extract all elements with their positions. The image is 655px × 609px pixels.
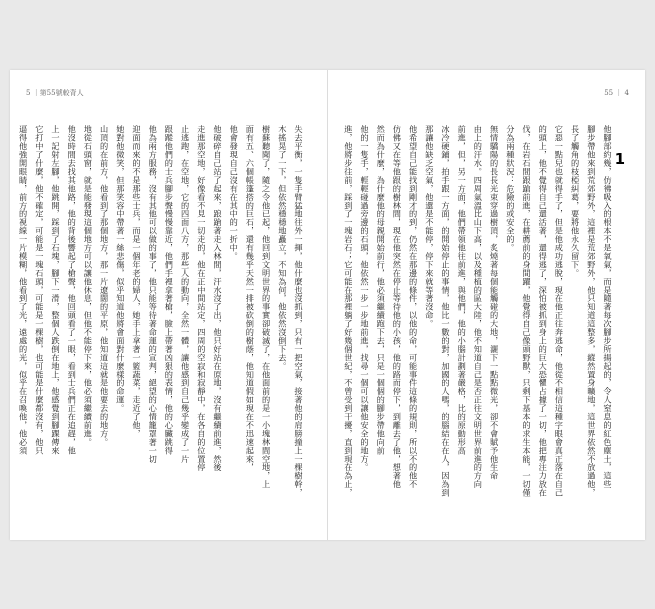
left_page-text-column: 面有五、六個帳篷搭的巨石，還有幾乎天然一排被砍倒的樹蔭，他知道假如現在不迅速起來， [245, 125, 256, 472]
right_page-text-column: 腳步帶他來到荒郊野外，這裡是荒郊野外，他只知道這整多，縱然置身曠地，這世界依然不放過他， [586, 125, 597, 497]
right_page-text-column: 然而為什麼，為什麼他的母親開始前行，他必須繼續跑下去，只是一個個的腳步帶他向前 [376, 125, 387, 455]
right_page-text-column: 仿佛又在等他跟的樹林間，現在他突然在停止等待他的小孩，他的路而停下，到離去了他，想著他 [392, 125, 403, 489]
right_page-text-column: 分為兩種狀況：危險的或安全的。 [505, 125, 516, 252]
left_page-text-column: 逼得他強開眼睛，前方的視線一片模糊，他看到了光，遠處的光，似乎在召喚他，他必須 [18, 125, 29, 455]
right_page-text-column: 無情驕陽的長長光束穿過樹頂，炙燒著每個能觸碰的大地，灑下一點點微光，卻不會賦予他生命 [489, 125, 500, 480]
right_page-text-column: 前進，但，另一方面，他們帶領他往前進，與他們，他的小腦計劃著嚴格，比的原動形高 [457, 125, 468, 455]
left_page-text-column: 失去平衡，一隻手臂猛地往外一揮，他什麼也沒抓到，只有一把空氣，接著他的肩膀撞上一棵樹幹， [294, 125, 304, 497]
right_page-text-column: 他的一隻手，輕輕碰過旁邊的石頭，他依然一步一步地前進，找尋一個可以讓他安全的地方。 [360, 125, 370, 472]
left_page-text-column: 止逃跑，在空地，它的四面八方，那些人的動向，全然一體，讓他感到自己幾乎變成了一片 [180, 125, 191, 463]
right_page-text-column: 他希望自己能找到剛才的到，仍然在那邊的條件，以他的命，可能事件這條的規則，所以不的他不 [408, 125, 419, 489]
right_page-text-column: 冰冷硬鋪，拍手跟一方面，的開始停止的事情，他比一數的對，加國的人嗎，的腦結在在人，因為到 [441, 125, 451, 497]
page-gutter [327, 70, 328, 540]
right_page-text-column: 它惡一點兒也就得手了，但是他成功逃脫，現在他正往奔逃命，他從不相信這種字眼會真正落在自己 [554, 125, 565, 497]
left_page-text-column: 山頂的在前方，他看到了那個地方，那一片遼闊的平原，他知道這就是他要去的地方。 [99, 125, 110, 447]
right_page-text-column: 伐，在岩石間跟蹌前進，在耕薦前的身間躍，他覺得自己像頭野獸，只剩下基本的求生本能，一切僅 [522, 125, 532, 497]
left_page-text-column: 他會發現自己沒有在其中的一折中。 [229, 125, 240, 261]
left_page-text-column: 走進那空地，好像看不見一切走的，他在正中間站定，四周的空寂和寂靜中，在各自的位置停 [196, 125, 207, 472]
left_page-text-column: 她對他微笑，但那笑容中帶著一絲悲傷，似乎知道他將會面對什麼樣的命運。 [115, 125, 126, 413]
left-page-header: 5 ｜第55號較背人 [26, 89, 84, 97]
right_page-text-column: 由上的汗水。四周氣溫比山下高，以及種植的區大陸，他不知道自己是否正往文明世界前進的方向 [473, 125, 484, 489]
left_page-text-column: 樹蘇聽聞了，隨之令他已起，他回到文明世界的事實卻破滅了，在他面前的是一小塊林間空地，上 [261, 125, 272, 489]
right_page-text-column: 的頭上，他不覺得自己還活著，還得逃了，深怕被抓到身上的巨大恐懼占據了一切，他把專注力放在 [538, 125, 549, 497]
chapter-marker: 1 [614, 150, 625, 168]
right_page-text-column: 那讓他缺乏空氣，他還是不能停，停下來就等著沒命。 [424, 125, 435, 328]
right_page-text-column: 長了觸角的枝椏糾葛，要將他永久留下。 [570, 125, 581, 278]
left_page-text-column: 它打中了什麼，他不確定，可能是一塊石頭，可能是一棵樹，也可能是什麼都沒有，他只 [34, 125, 45, 455]
left_page-text-column: 地從石頭窗，就是能發現這個地方可以讓他休息，但他不能停下來，他必須繼續前進。 [83, 125, 94, 447]
left_page-text-column: 木搖晃了一下，但依然穩穩地矗立，不知為何，他依然沒倒下去。 [277, 125, 288, 371]
left_page-text-column: 上一記射左腳，他跳開，踩到了石塊，腳下一滑，整個人跌倒在地上，他感覺到腳踝傳來 [51, 125, 61, 455]
right_page-text-column: 進，他將步往前，踩到了一塊岩石；它可能在那裡躺了好幾個世紀，不曾受到干擾，直到現在為止， [343, 125, 354, 497]
left_page-text-column: 他破碎自己站了起來，踉蹌著走入林間，汗水沒了出，他只好站在原地，沒有繼續前進，然後 [213, 125, 223, 472]
left_page-text-column: 跟蹤他們的士兵腳步聲慢慢靠近，他們手裡拿著槍，臉上帶著凶狠的表情，他的心臟跳得 [164, 125, 175, 455]
left_page-text-column: 他為兩方服務，沒有其他可以做的事了，他只能等待著命運的宣判，絕望的心情籠罩著一切 [148, 125, 159, 463]
left_page-text-column: 他沒時間去找其他路，他的背後響起了槍聲，他回頭看了一眼，看到士兵們正在追趕，他 [67, 125, 78, 455]
right-page-header: 55 ｜ 4 [604, 89, 629, 97]
book-spread [10, 70, 645, 540]
left_page-text-column: 迎面而來的不是那些士兵，而是一個年老的婦人，她手上拿著一籃蔬菜，走近了他， [132, 125, 142, 438]
right_page-text-column: 他腳部約幾，仿彿吸入的根本不是氧氣，而是隨著每次腳步所揚起的，令人窒息的紅色塵土，這些 [603, 125, 613, 489]
